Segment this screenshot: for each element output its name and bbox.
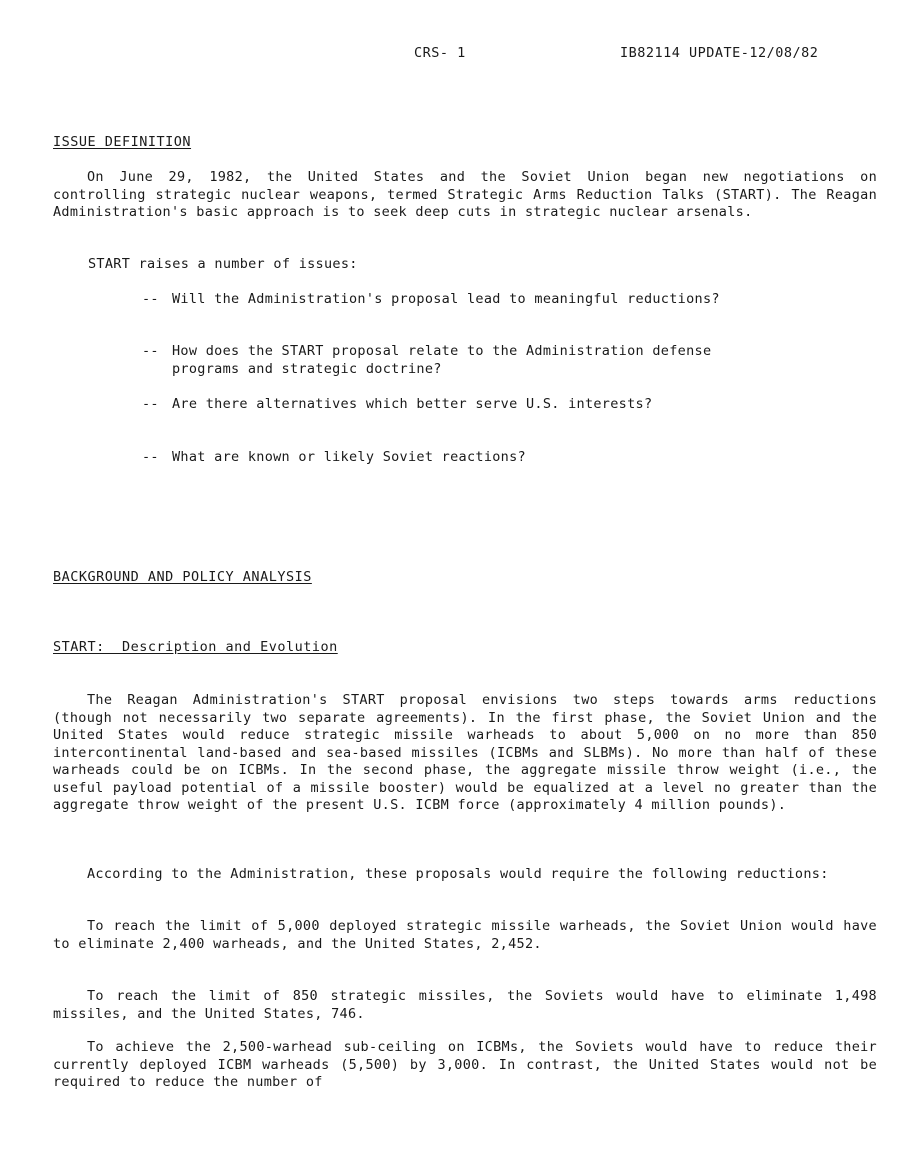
issues-intro: START raises a number of issues: <box>88 256 358 272</box>
page-header <box>0 45 920 65</box>
issue-bullet <box>142 449 742 467</box>
bullet-text: How does the START proposal relate to the Administration defense programs and strategic doctrine? <box>172 343 712 377</box>
issue-bullet <box>142 343 742 378</box>
document-id: IB82114 UPDATE-12/08/82 <box>620 45 819 61</box>
bullet-text: Will the Administration's proposal lead to meaningful reductions? <box>172 291 720 307</box>
issue-bullet <box>142 396 742 414</box>
bullet-dash: -- <box>142 343 159 359</box>
bullet-text: What are known or likely Soviet reactions? <box>172 449 526 465</box>
background-paragraph: The Reagan Administration's START proposal envisions two steps towards arms reductions (though not necessarily two separate agreements). In the first phase, the Soviet Union and the United States would reduce strategic missile warheads to about 5,000 on no more than 850 intercontinental land-based and sea-based missiles (ICBMs and SLBMs). No more than half of these warheads could be on ICBMs. In the second phase, the aggregate missile throw weight (i.e., the useful payload potential of a missile booster) would be equalized at a level no greater than the aggregate throw weight of the present U.S. ICBM force (approximately 4 million pounds). <box>53 692 877 813</box>
background-paragraph: To achieve the 2,500-warhead sub-ceiling on ICBMs, the Soviets would have to reduce their currently deployed ICBM warheads (5,500) by 3,000. In contrast, the United States would not be required to reduce the number of <box>53 1039 877 1090</box>
background-paragraph: According to the Administration, these proposals would require the following reductions: <box>87 866 829 882</box>
page-label: CRS- 1 <box>414 45 466 61</box>
bullet-dash: -- <box>142 449 159 465</box>
background-paragraph: To reach the limit of 5,000 deployed strategic missile warheads, the Soviet Union would have to eliminate 2,400 warheads, and the United States, 2,452. <box>53 918 877 952</box>
bullet-dash: -- <box>142 291 159 307</box>
section-heading-background: BACKGROUND AND POLICY ANALYSIS <box>53 569 312 585</box>
section-heading-issue-definition: ISSUE DEFINITION <box>53 134 192 150</box>
subsection-heading-start: START: Description and Evolution <box>53 639 338 655</box>
bullet-text: Are there alternatives which better serve U.S. interests? <box>172 396 653 412</box>
bullet-dash: -- <box>142 396 159 412</box>
issue-definition-paragraph: On June 29, 1982, the United States and the Soviet Union began new negotiations on controlling strategic nuclear weapons, termed Strategic Arms Reduction Talks (START). The Reagan Administration's basic approach is to seek deep cuts in strategic nuclear arsenals. <box>53 169 877 220</box>
issue-bullet <box>142 291 742 309</box>
background-paragraph: To reach the limit of 850 strategic missiles, the Soviets would have to eliminate 1,498 missiles, and the United States, 746. <box>53 988 877 1022</box>
